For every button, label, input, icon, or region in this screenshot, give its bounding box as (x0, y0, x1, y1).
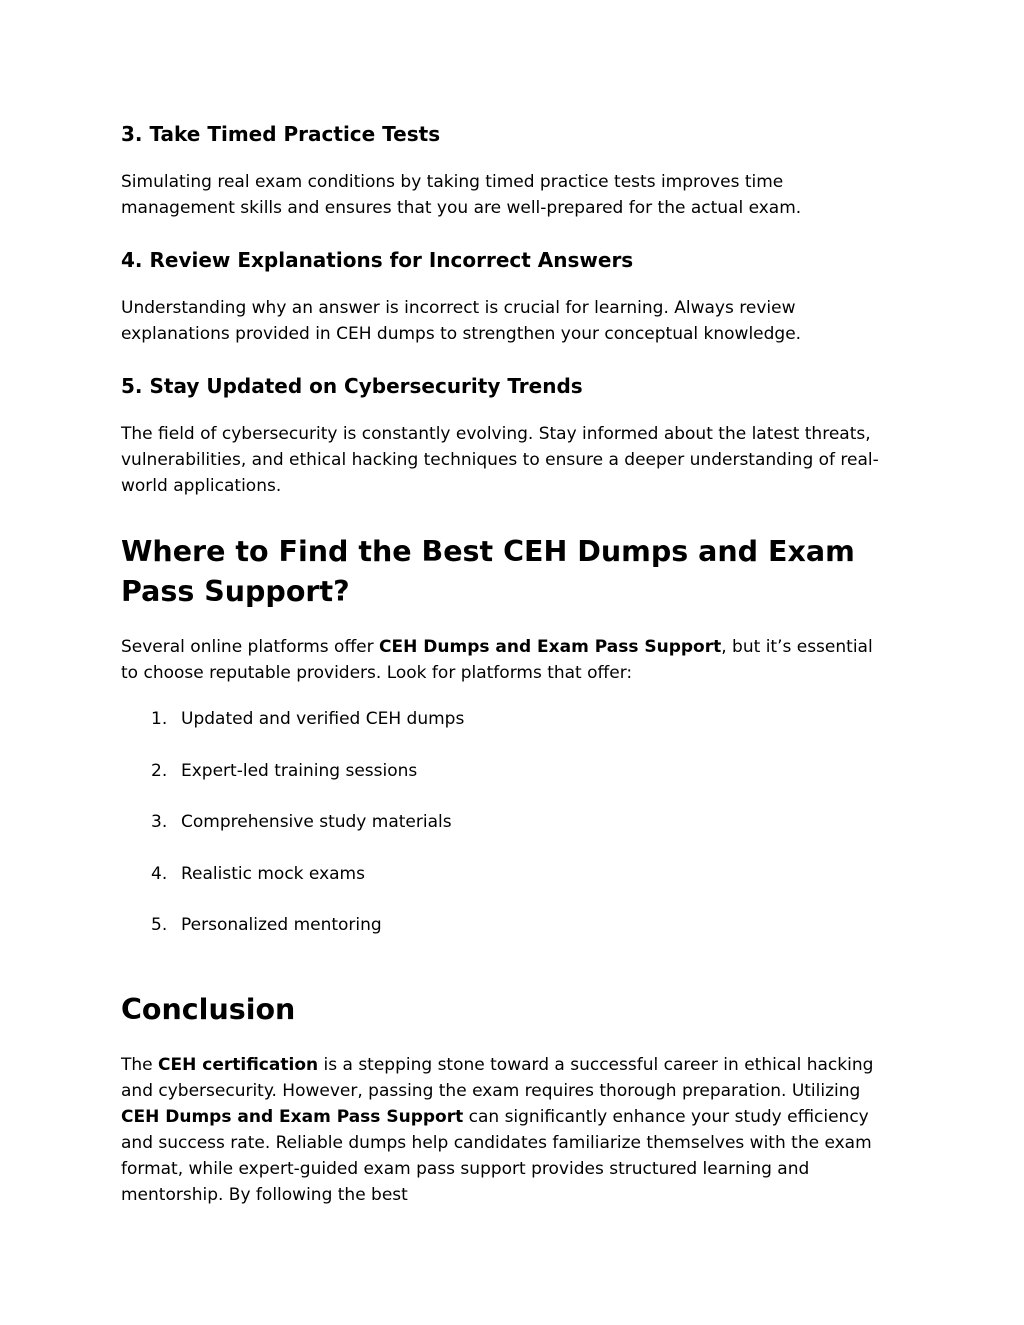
list-item-text: Realistic mock exams (181, 863, 365, 884)
list-item-number: 4. (151, 863, 168, 884)
list-item-text: Updated and verified CEH dumps (181, 709, 465, 729)
heading-conclusion: Conclusion (121, 993, 296, 1026)
list-item (121, 706, 881, 732)
list-item (121, 758, 881, 784)
list-item-number: 5. (151, 915, 168, 935)
list-item (121, 809, 881, 835)
list-item-text: Expert-led training sessions (181, 760, 418, 781)
list-item (121, 912, 881, 938)
list-item-number: 2. (151, 760, 168, 781)
list-item-number: 3. (151, 812, 168, 832)
platform-features-list (121, 706, 881, 938)
section-body-timed-practice: Simulating real exam conditions by taking timed practice tests improves time management skills and ensures that you are well-prepared for the actual exam. (121, 172, 802, 218)
heading-where-to-find: Where to Find the Best CEH Dumps and Exam Pass Support? (121, 535, 855, 608)
document-content (121, 120, 881, 1208)
section-heading-timed-practice: 3. Take Timed Practice Tests (121, 122, 441, 146)
conclusion-text-3: can significantly enhance your study efficiency and success rate. Reliable dumps help candidates familiarize themselves with the exam format, while expert-guided exam pass support provides structured learning and mentorship. By following the best (121, 1107, 872, 1205)
conclusion-paragraph (121, 1052, 881, 1208)
conclusion-text-1: The (121, 1055, 159, 1075)
section-body-stay-updated: The field of cybersecurity is constantly evolving. Stay informed about the latest threats, vulnerabilities, and ethical hacking techniques to ensure a deeper understanding of real-world applications. (121, 424, 879, 496)
list-item (121, 861, 881, 887)
conclusion-bold-2: CEH Dumps and Exam Pass Support (121, 1107, 464, 1127)
conclusion-bold-1: CEH certification (158, 1055, 319, 1075)
section-heading-review-explanations: 4. Review Explanations for Incorrect Answers (121, 248, 634, 272)
section-body-review-explanations: Understanding why an answer is incorrect is crucial for learning. Always review explanations provided in CEH dumps to strengthen your conceptual knowledge. (121, 298, 802, 344)
conclusion-text-2: is a stepping stone toward a successful career in ethical hacking and cybersecurity. However, passing the exam requires thorough preparation. Utilizing (121, 1055, 874, 1101)
list-item-text: Personalized mentoring (181, 915, 382, 935)
section-heading-stay-updated: 5. Stay Updated on Cybersecurity Trends (121, 374, 583, 398)
where-intro-bold: CEH Dumps and Exam Pass Support (379, 637, 722, 657)
list-item-text: Comprehensive study materials (181, 812, 452, 832)
where-intro-text-end: , but it’s essential to choose reputable providers. Look for platforms that offer: (121, 637, 873, 683)
where-intro-paragraph (121, 634, 881, 686)
list-item-number: 1. (151, 709, 168, 729)
where-intro-text-start: Several online platforms offer (121, 637, 380, 657)
